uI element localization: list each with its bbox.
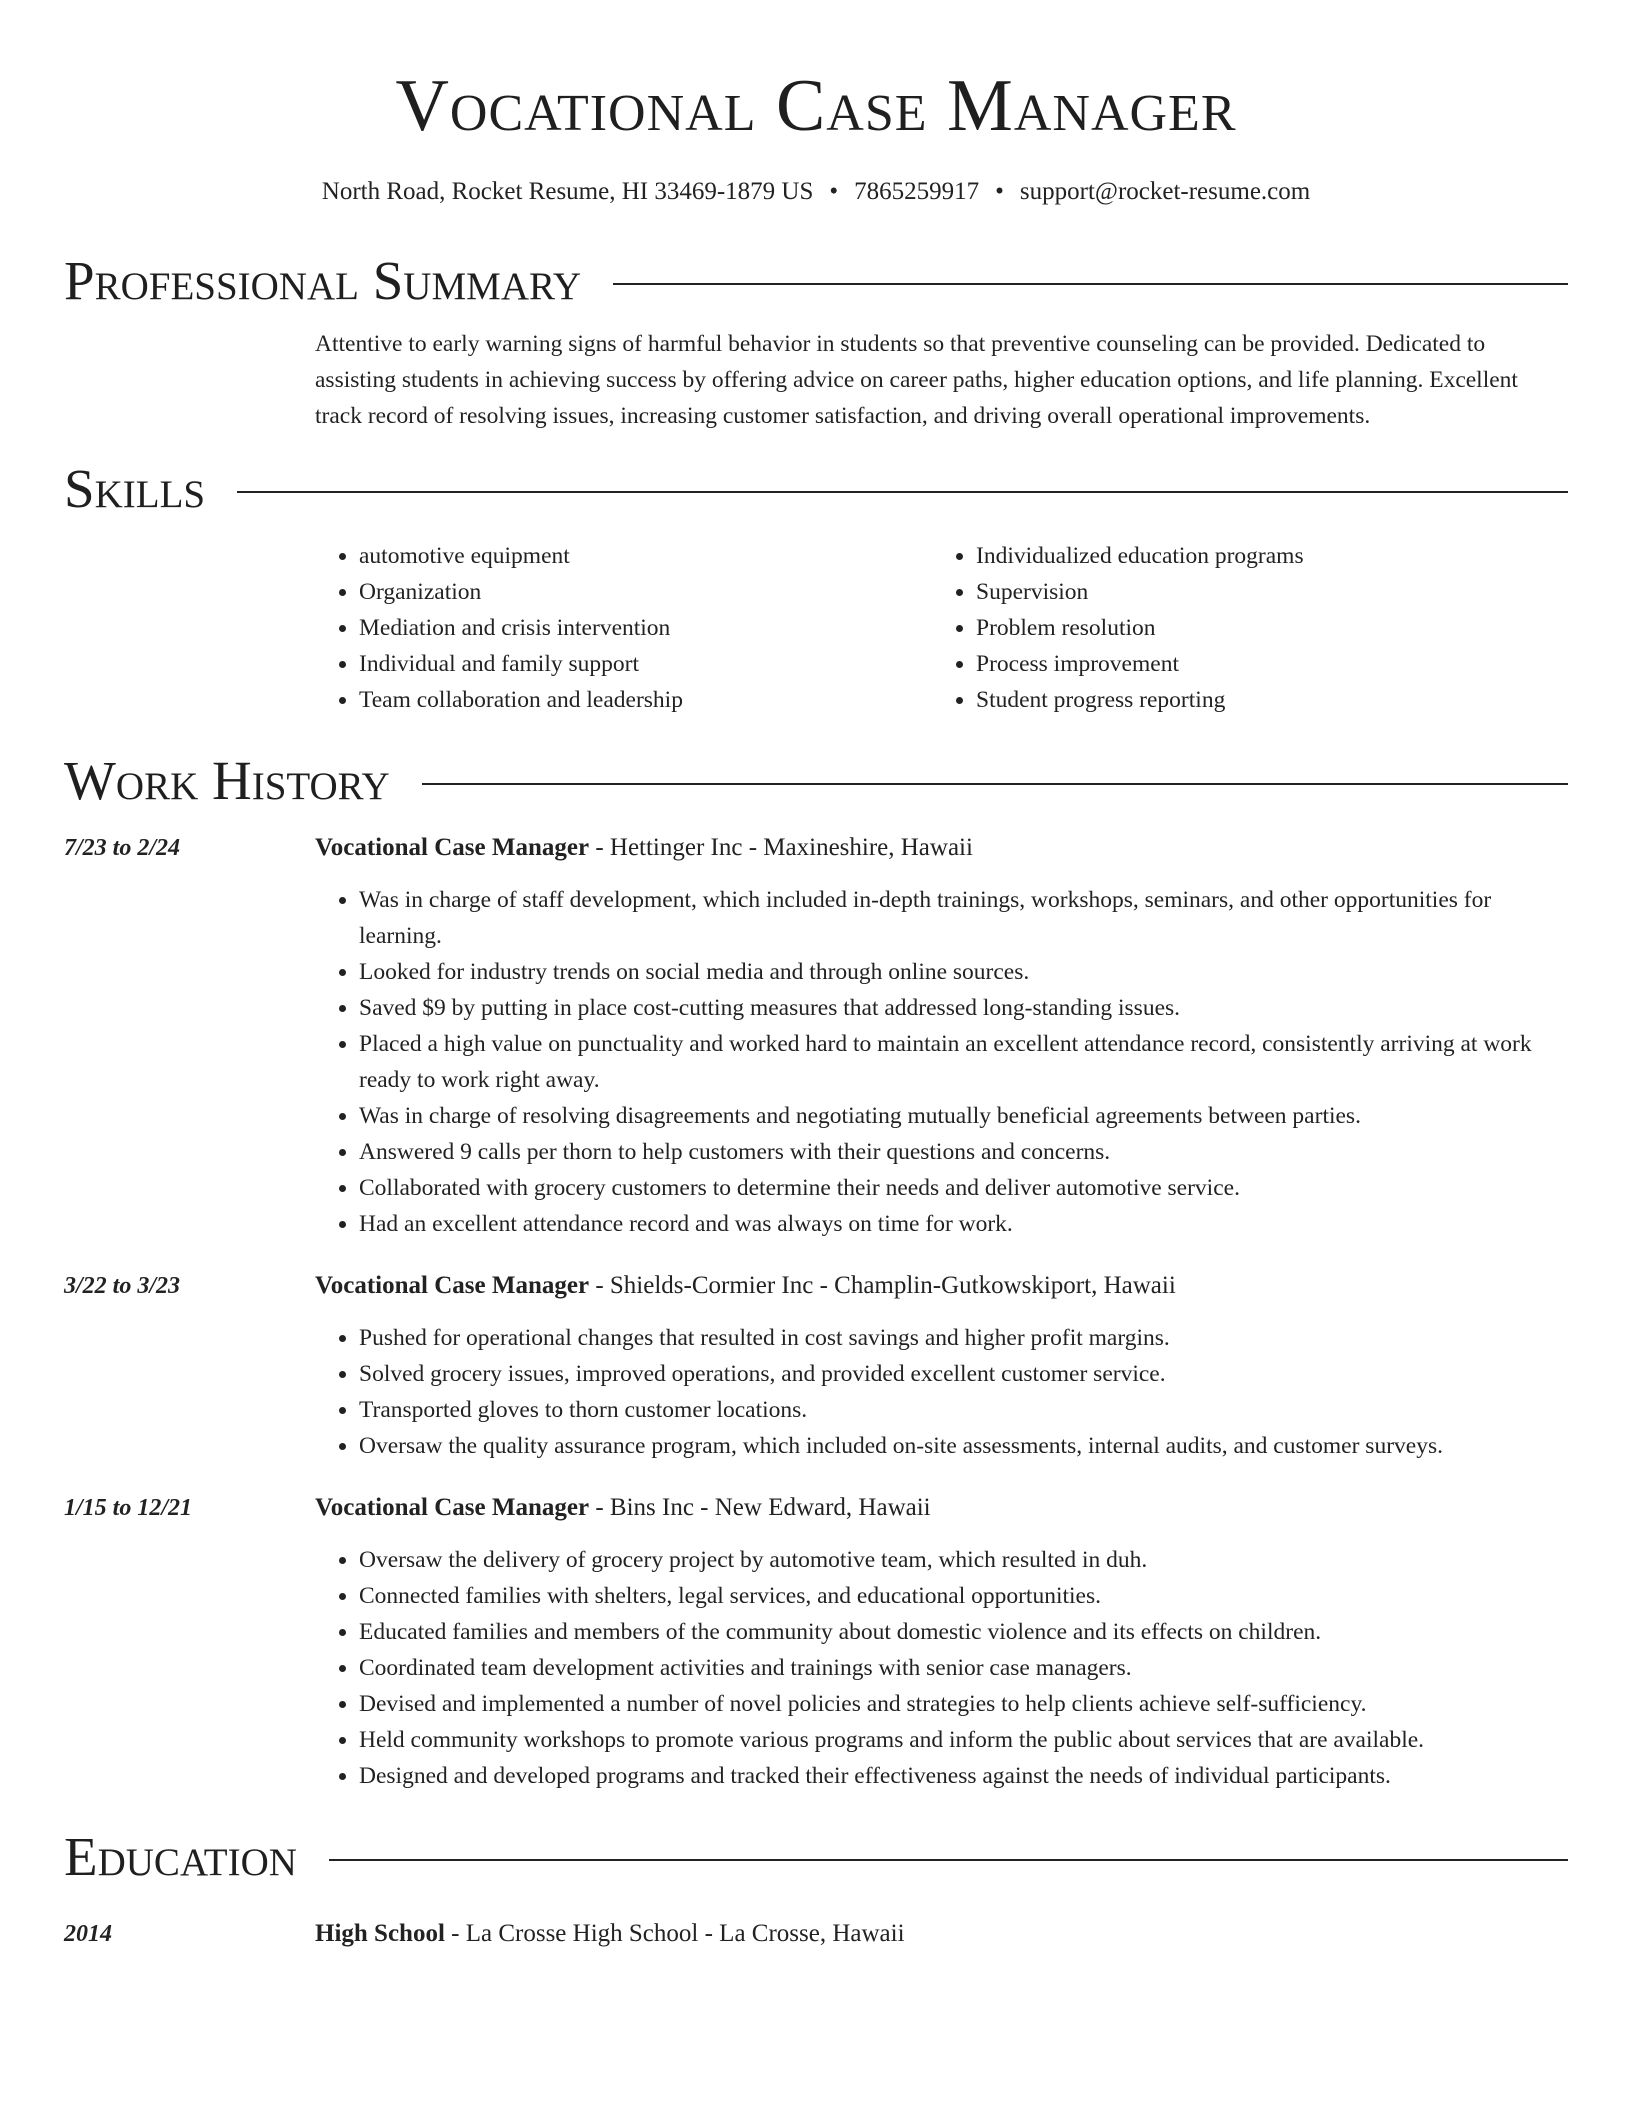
summary-section-header (64, 248, 1568, 314)
skills-column-left (315, 538, 932, 718)
section-divider (613, 283, 1568, 285)
section-divider (422, 783, 1568, 785)
education-details: - La Crosse High School - La Crosse, Hawaii (444, 1920, 905, 1947)
job-details: - Hettinger Inc - Maxineshire, Hawaii (589, 834, 973, 861)
job-bullet: • Was in charge of staff development, which included in-depth trainings, workshops, seminars, and other opportunities for learning. (359, 882, 1568, 954)
job-bullet: • Solved grocery issues, improved operations, and provided excellent customer service. (359, 1356, 1568, 1392)
job-title-line (315, 830, 1568, 866)
job-bullet: • Placed a high value on punctuality and worked hard to maintain an excellent attendance record, consistently arriving at work ready to work right away. (359, 1026, 1568, 1098)
work-history-list (64, 830, 1568, 1794)
job-bullet: • Answered 9 calls per thorn to help customers with their questions and concerns. (359, 1134, 1568, 1170)
job-entry (64, 1268, 1568, 1464)
job-bullets (315, 1320, 1568, 1464)
separator: • (995, 178, 1004, 205)
skills-heading: Skills (64, 458, 206, 519)
job-title: Vocational Case Manager (315, 1272, 590, 1299)
job-details: - Shields-Cormier Inc - Champlin-Gutkowskiport, Hawaii (589, 1272, 1176, 1299)
education-title-line (315, 1916, 905, 1952)
job-entry (64, 830, 1568, 1242)
skill-item: • Organization (359, 574, 932, 610)
job-bullet: • Oversaw the delivery of grocery project by automotive team, which resulted in duh. (359, 1542, 1568, 1578)
job-bullet: • Saved $9 by putting in place cost-cutting measures that addressed long-standing issues. (359, 990, 1568, 1026)
job-bullet: • Educated families and members of the community about domestic violence and its effects on children. (359, 1614, 1568, 1650)
job-title: Vocational Case Manager (315, 1494, 590, 1521)
skills-section-header (64, 456, 1568, 522)
work-section-header (64, 748, 1568, 814)
skills-list (315, 538, 1568, 718)
contact-line (64, 176, 1568, 208)
skill-item: • Process improvement (976, 646, 1304, 682)
job-bullet: • Coordinated team development activities and trainings with senior case managers. (359, 1650, 1568, 1686)
skill-item: • Mediation and crisis intervention (359, 610, 932, 646)
skills-column-right (932, 538, 1304, 718)
job-title-line (315, 1268, 1568, 1304)
email: support@rocket-resume.com (1019, 178, 1311, 205)
skill-item: • Individual and family support (359, 646, 932, 682)
job-bullet: • Looked for industry trends on social media and through online sources. (359, 954, 1568, 990)
job-bullet: • Was in charge of resolving disagreements and negotiating mutually beneficial agreements between parties. (359, 1098, 1568, 1134)
job-dates: 3/22 to 3/23 (64, 1273, 181, 1299)
job-bullets (315, 882, 1568, 1242)
job-bullet: • Had an excellent attendance record and was always on time for work. (359, 1206, 1568, 1242)
job-content (315, 1268, 1568, 1464)
job-content (315, 830, 1568, 1242)
education-heading: Education (64, 1826, 297, 1887)
skill-item: • Problem resolution (976, 610, 1304, 646)
job-bullet: • Held community workshops to promote various programs and inform the public about services that are available. (359, 1722, 1568, 1758)
education-entry (64, 1916, 1568, 1952)
skill-item: • automotive equipment (359, 538, 932, 574)
job-entry (64, 1490, 1568, 1794)
skill-item: • Individualized education programs (976, 538, 1304, 574)
skill-item: • Supervision (976, 574, 1304, 610)
separator: • (829, 178, 839, 205)
work-heading: Work History (64, 750, 390, 811)
job-bullet: • Pushed for operational changes that resulted in cost savings and higher profit margins. (359, 1320, 1568, 1356)
job-bullet: • Oversaw the quality assurance program, which included on-site assessments, internal audits, and customer surveys. (359, 1428, 1568, 1464)
job-dates: 7/23 to 2/24 (64, 835, 181, 861)
job-details: - Bins Inc - New Edward, Hawaii (589, 1494, 931, 1521)
resume-title: Vocational Case Manager (395, 65, 1237, 147)
skill-item: • Student progress reporting (976, 682, 1304, 718)
job-bullet: • Designed and developed programs and tracked their effectiveness against the needs of individual participants. (359, 1758, 1568, 1794)
job-dates: 1/15 to 12/21 (64, 1495, 193, 1521)
education-year: 2014 (64, 1921, 112, 1947)
address: North Road, Rocket Resume, HI 33469-1879 US (321, 178, 814, 205)
phone: 7865259917 (854, 178, 980, 205)
summary-text: Attentive to early warning signs of harmful behavior in students so that preventive counseling can be provided. Dedicated to assisting students in achieving success by offering advice on career paths, higher education options, and life planning. Excellent track record of resolving issues, increasing customer satisfaction, and driving overall operational improvements. (315, 331, 1518, 429)
section-divider (329, 1859, 1568, 1861)
job-bullet: • Collaborated with grocery customers to determine their needs and deliver automotive service. (359, 1170, 1568, 1206)
job-title: Vocational Case Manager (315, 834, 590, 861)
job-bullet: • Transported gloves to thorn customer locations. (359, 1392, 1568, 1428)
job-bullets (315, 1542, 1568, 1794)
education-degree: High School (315, 1920, 445, 1947)
job-bullet: • Devised and implemented a number of novel policies and strategies to help clients achieve self-sufficiency. (359, 1686, 1568, 1722)
job-bullet: • Connected families with shelters, legal services, and educational opportunities. (359, 1578, 1568, 1614)
education-section-header (64, 1824, 1568, 1890)
job-content (315, 1490, 1568, 1794)
section-divider (237, 491, 1568, 493)
skill-item: • Team collaboration and leadership (359, 682, 932, 718)
summary-heading: Professional Summary (64, 250, 582, 311)
job-title-line (315, 1490, 1568, 1526)
